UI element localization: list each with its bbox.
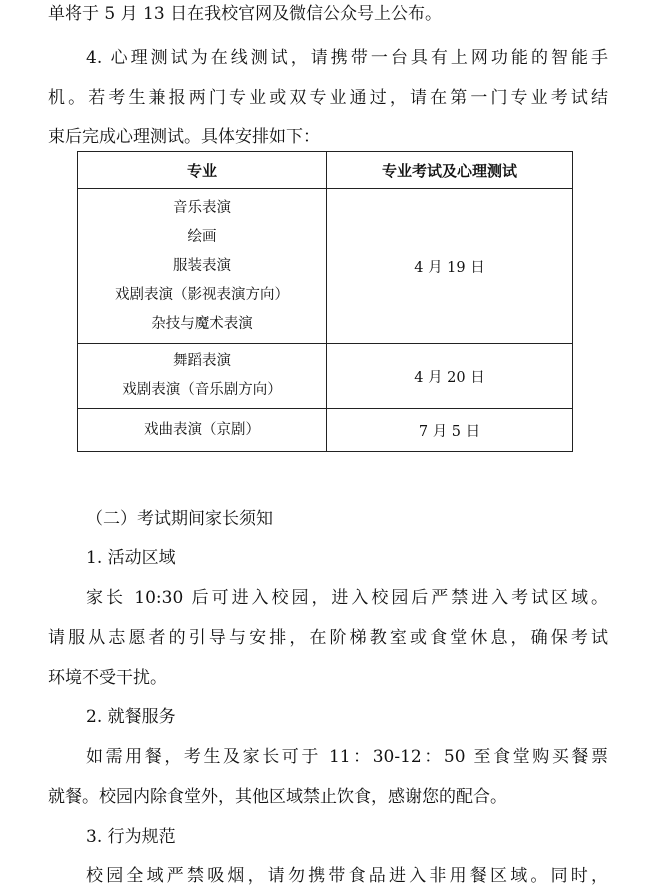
paragraph-line: 单将于 5 月 13 日在我校官网及微信公众号上公布。 bbox=[48, 4, 443, 24]
section-heading: （二）考试期间家长须知 bbox=[86, 509, 273, 529]
paragraph-line: 环境不受干扰。 bbox=[48, 668, 167, 688]
table-row bbox=[78, 344, 573, 409]
table-row bbox=[78, 189, 573, 344]
major-name: 戏剧表演（音乐剧方向） bbox=[122, 382, 282, 398]
paragraph-line: 4. 心理测试为在线测试，请携带一台具有上网功能的智能手 bbox=[86, 48, 608, 68]
paragraph-line: 请服从志愿者的引导与安排，在阶梯教室或食堂休息，确保考试 bbox=[48, 628, 608, 648]
paragraph-line: 校园全域严禁吸烟，请勿携带食品进入非用餐区域。同时， bbox=[86, 866, 608, 886]
major-name: 绘画 bbox=[187, 228, 217, 245]
paragraph-line: 家长 10:30 后可进入校园，进入校园后严禁进入考试区域。 bbox=[86, 588, 608, 608]
item-title: 2. 就餐服务 bbox=[86, 707, 176, 727]
major-name: 舞蹈表演 bbox=[173, 353, 231, 369]
schedule-table bbox=[77, 151, 573, 452]
paragraph-line: 如需用餐，考生及家长可于 11：30-12：50 至食堂购买餐票 bbox=[86, 747, 608, 767]
paragraph-line: 束后完成心理测试。具体安排如下： bbox=[48, 127, 320, 147]
major-name: 服装表演 bbox=[173, 257, 231, 274]
table-cell-date: 7 月 5 日 bbox=[327, 409, 573, 452]
table-header-major: 专业 bbox=[78, 152, 327, 189]
item-title: 3. 行为规范 bbox=[86, 827, 176, 847]
major-name: 戏剧表演（影视表演方向） bbox=[115, 286, 289, 303]
table-cell-majors bbox=[78, 189, 327, 344]
table-cell-majors bbox=[78, 409, 327, 452]
table-row bbox=[78, 409, 573, 452]
table-cell-date: 4 月 19 日 bbox=[327, 189, 573, 344]
item-title: 1. 活动区域 bbox=[86, 548, 176, 568]
major-name: 戏曲表演（京剧） bbox=[144, 421, 260, 438]
paragraph-line: 机。若考生兼报两门专业或双专业通过，请在第一门专业考试结 bbox=[48, 88, 608, 108]
major-name: 杂技与魔术表演 bbox=[151, 315, 253, 332]
table-header-date: 专业考试及心理测试 bbox=[327, 152, 573, 189]
paragraph-line: 就餐。校园内除食堂外，其他区域禁止饮食，感谢您的配合。 bbox=[48, 787, 507, 807]
major-name: 音乐表演 bbox=[173, 199, 231, 216]
table-cell-majors bbox=[78, 344, 327, 409]
table-header-row bbox=[78, 152, 573, 189]
table-cell-date: 4 月 20 日 bbox=[327, 344, 573, 409]
